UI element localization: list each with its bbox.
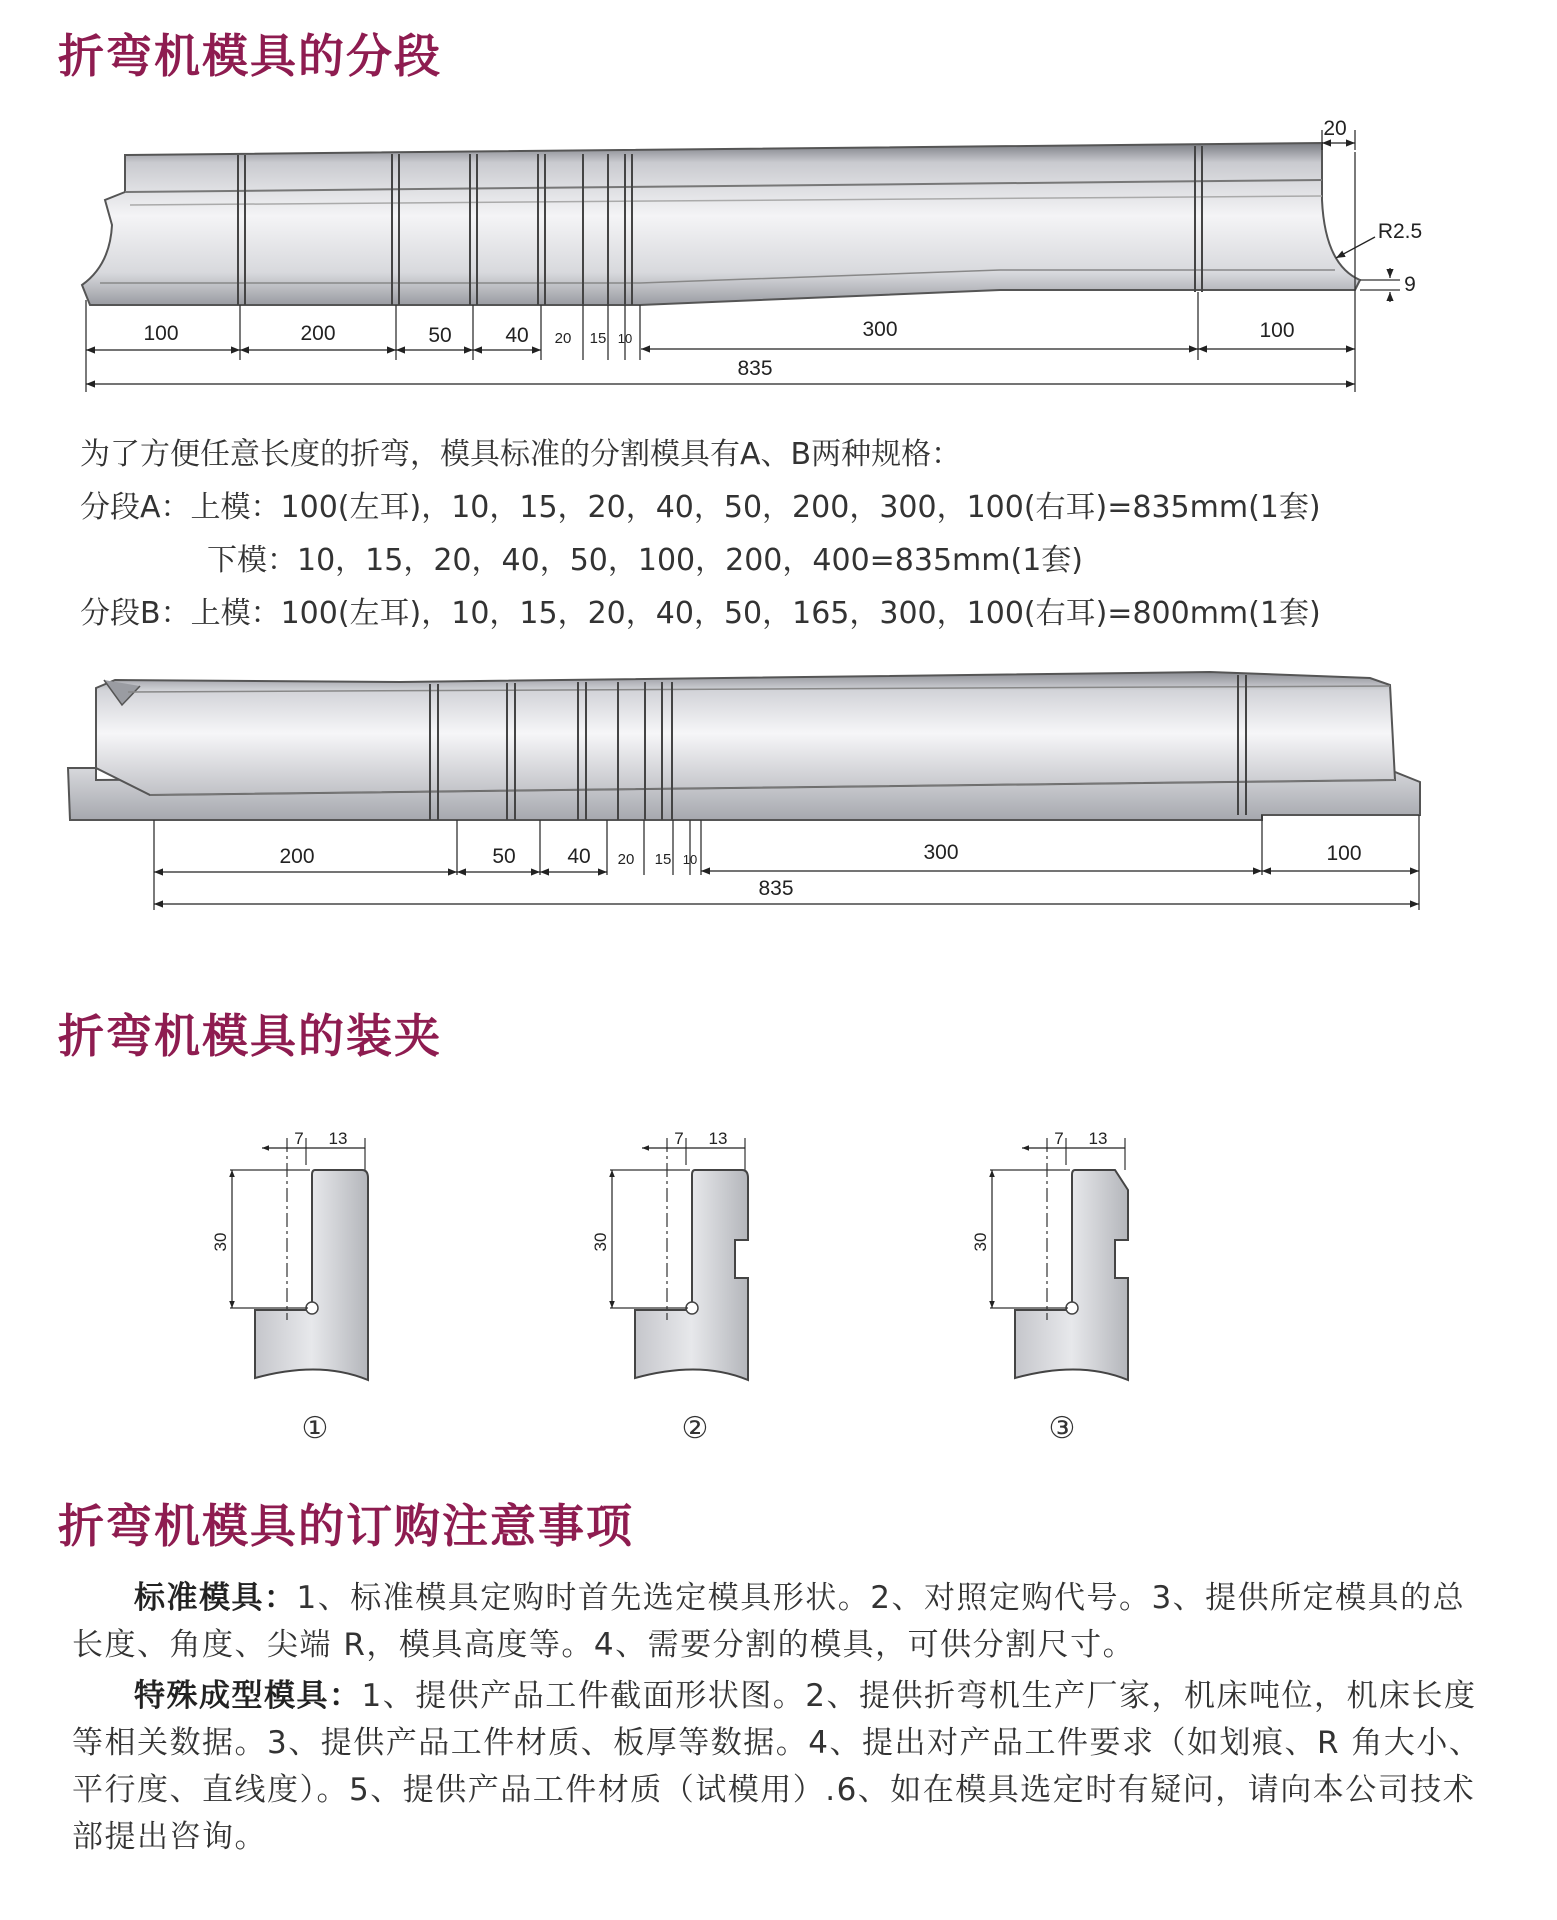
clamp-1-dim-13: 13 xyxy=(328,1129,348,1148)
dim-b-200: 200 xyxy=(279,845,315,868)
dim-a-20: 20 xyxy=(554,330,572,347)
clamp-2-number: ② xyxy=(681,1411,709,1446)
ordering-title: 折弯机模具的订购注意事项 xyxy=(58,1499,634,1553)
dim-a-radius: R2.5 xyxy=(1377,220,1423,243)
dim-a-15: 15 xyxy=(589,330,607,347)
segment-a-upper: 分段A：上模：100(左耳)，10，15，20，40，50，200，300，100(右耳)=835mm(1套) xyxy=(80,490,1321,525)
dim-b-10: 10 xyxy=(682,852,698,867)
segment-a-lower-line xyxy=(80,534,1083,587)
dim-a-100-right: 100 xyxy=(1259,319,1295,342)
segment-b-upper: 分段B：上模：100(左耳)，10，15，20，40，50，165，300，100(右耳)=800mm(1套) xyxy=(80,596,1321,631)
dim-a-total: 835 xyxy=(737,357,773,380)
clamp-2-dim-30: 30 xyxy=(591,1232,610,1252)
dim-b-50: 50 xyxy=(492,845,516,868)
clamp-profile-1 xyxy=(211,1129,368,1446)
standard-die-note xyxy=(72,1575,1497,1669)
clamp-3-dim-13: 13 xyxy=(1088,1129,1108,1148)
dim-b-100: 100 xyxy=(1326,842,1362,865)
dim-b-300: 300 xyxy=(923,841,959,864)
dim-a-200: 200 xyxy=(300,322,336,345)
dim-b-20: 20 xyxy=(617,851,635,868)
dim-a-40: 40 xyxy=(505,324,529,347)
clamp-1-dim-7: 7 xyxy=(294,1129,304,1148)
dim-b-15: 15 xyxy=(654,851,672,868)
clamping-title: 折弯机模具的装夹 xyxy=(58,1009,442,1063)
clamp-2-dim-13: 13 xyxy=(708,1129,728,1148)
clamp-2-dim-7: 7 xyxy=(674,1129,684,1148)
segmentation-title: 折弯机模具的分段 xyxy=(58,29,442,83)
dim-a-50: 50 xyxy=(428,324,452,347)
segment-spec-intro: 为了方便任意长度的折弯，模具标准的分割模具有A、B两种规格： xyxy=(80,437,962,472)
standard-die-label: 标准模具： xyxy=(134,1580,297,1616)
upper-die-segment-diagram xyxy=(0,0,1557,400)
clamp-profile-3 xyxy=(971,1129,1128,1446)
dim-a-10: 10 xyxy=(617,331,633,346)
clamp-1-number: ① xyxy=(301,1411,329,1446)
clamp-profiles xyxy=(0,1120,1557,1460)
clamp-3-dim-30: 30 xyxy=(971,1232,990,1252)
clamp-3-dim-7: 7 xyxy=(1054,1129,1064,1148)
lower-die-body xyxy=(96,672,1395,795)
segment-a-lower: 下模：10，15，20，40，50，100，200，400=835mm(1套) xyxy=(207,543,1083,578)
lower-die-segment-diagram xyxy=(0,650,1557,920)
dim-a-100-left: 100 xyxy=(143,322,179,345)
special-die-label: 特殊成型模具： xyxy=(134,1678,362,1714)
dim-a-height: 9 xyxy=(1404,273,1416,296)
standard-die-text: 1、标准模具定购时首先选定模具形状。2、对照定购代号。3、提供所定模具的总长度、角度、尖端 R，模具高度等。4、需要分割的模具，可供分割尺寸。 xyxy=(72,1580,1466,1663)
dim-a-300: 300 xyxy=(862,318,898,341)
special-die-text: 1、提供产品工件截面形状图。2、提供折弯机生产厂家，机床吨位，机床长度等相关数据。3、提供产品工件材质、板厚等数据。4、提出对产品工件要求（如划痕、R 角大小、平行度、直线度）。5、提供产品工件材质（试模用）.6、如在模具选定时有疑问，请向本公司技术部提出咨询。 xyxy=(72,1678,1482,1855)
dim-b-40: 40 xyxy=(567,845,591,868)
clamp-3-number: ③ xyxy=(1048,1411,1076,1446)
clamp-1-dim-30: 30 xyxy=(211,1232,230,1252)
special-die-note xyxy=(72,1673,1497,1861)
dim-a-end-width: 20 xyxy=(1323,117,1347,140)
clamp-profile-2 xyxy=(591,1129,748,1446)
dim-b-total: 835 xyxy=(758,877,794,900)
